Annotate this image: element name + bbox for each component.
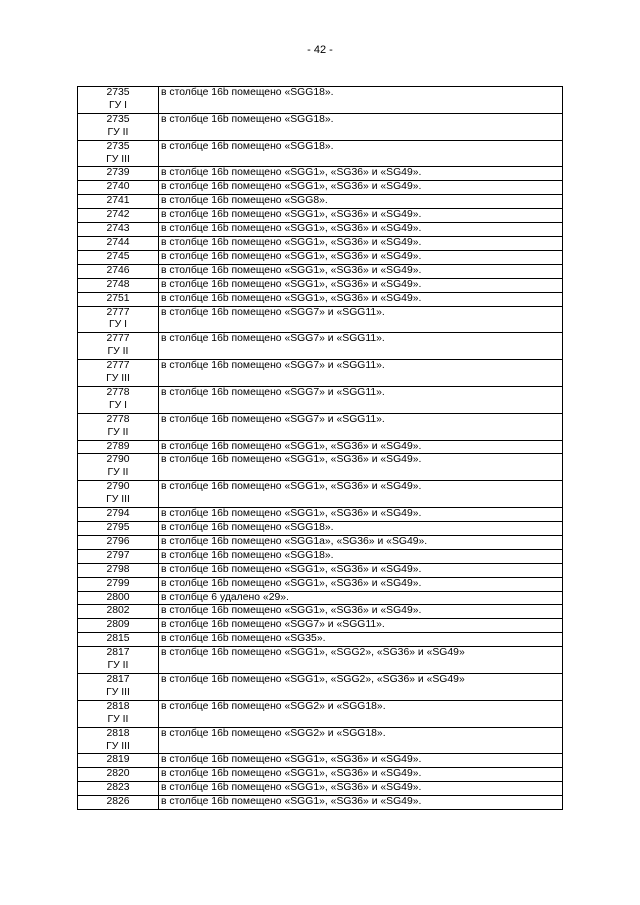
amendment-text: в столбце 16b помещено «SG35». [159, 633, 563, 647]
amendment-text: в столбце 16b помещено «SGG1», «SGG2», «SG36» и «SG49» [159, 673, 563, 700]
entry-number-cell [78, 605, 159, 619]
entry-number: 2743 [106, 223, 130, 235]
table-row [78, 209, 563, 223]
entry-number: 2819 [106, 754, 130, 766]
entry-number-cell [78, 333, 159, 360]
amendment-text: в столбце 16b помещено «SGG1», «SGG2», «SG36» и «SG49» [159, 647, 563, 674]
amendment-text: в столбце 16b помещено «SGG1», «SG36» и «SG49». [159, 250, 563, 264]
entry-number: 2823 [106, 782, 130, 794]
amendment-text: в столбце 16b помещено «SGG1», «SG36» и «SG49». [159, 181, 563, 195]
entry-number-cell [78, 181, 159, 195]
entry-subdivision: ГУ III [106, 153, 130, 165]
amendment-text: в столбце 16b помещено «SGG1», «SG36» и «SG49». [159, 292, 563, 306]
amendment-text: в столбце 16b помещено «SGG1», «SG36» и «SG49». [159, 605, 563, 619]
entry-number-cell [78, 796, 159, 810]
entry-subdivision: ГУ III [106, 686, 130, 698]
table-row [78, 700, 563, 727]
amendments-table-body [78, 87, 563, 810]
amendment-text: в столбце 16b помещено «SGG18». [159, 140, 563, 167]
table-row [78, 413, 563, 440]
table-row [78, 87, 563, 114]
table-row [78, 333, 563, 360]
amendment-text: в столбце 16b помещено «SGG7» и «SGG11». [159, 619, 563, 633]
table-row [78, 591, 563, 605]
entry-number-cell [78, 264, 159, 278]
entry-number-cell [78, 360, 159, 387]
entry-subdivision: ГУ II [107, 467, 129, 479]
amendment-text: в столбце 16b помещено «SGG7» и «SGG11». [159, 306, 563, 333]
entry-number-cell [78, 236, 159, 250]
entry-number-cell [78, 673, 159, 700]
entry-number: 2751 [106, 292, 130, 304]
entry-subdivision: ГУ II [107, 126, 129, 138]
amendment-text: в столбце 16b помещено «SGG1», «SG36» и «SG49». [159, 278, 563, 292]
table-row [78, 386, 563, 413]
table-row [78, 250, 563, 264]
amendment-text: в столбце 16b помещено «SGG7» и «SGG11». [159, 360, 563, 387]
page-number: - 42 - [307, 44, 333, 56]
table-row [78, 306, 563, 333]
entry-number: 2802 [106, 605, 130, 617]
table-row [78, 647, 563, 674]
entry-number-cell [78, 591, 159, 605]
table-row [78, 633, 563, 647]
table-row [78, 113, 563, 140]
entry-number-cell [78, 278, 159, 292]
entry-number: 2790 [106, 481, 130, 493]
amendment-text: в столбце 16b помещено «SGG7» и «SGG11». [159, 413, 563, 440]
amendment-text: в столбце 16b помещено «SGG1», «SG36» и «SG49». [159, 563, 563, 577]
entry-number-cell [78, 633, 159, 647]
entry-subdivision: ГУ III [106, 494, 130, 506]
table-row [78, 535, 563, 549]
table-row [78, 754, 563, 768]
table-row [78, 768, 563, 782]
entry-number-cell [78, 292, 159, 306]
entry-number-cell [78, 140, 159, 167]
entry-number: 2797 [106, 549, 130, 561]
entry-number-cell [78, 195, 159, 209]
entry-number-cell [78, 223, 159, 237]
entry-number: 2739 [106, 167, 130, 179]
amendment-text: в столбце 16b помещено «SGG1», «SG36» и «SG49». [159, 167, 563, 181]
amendment-text: в столбце 16b помещено «SGG8». [159, 195, 563, 209]
table-row [78, 181, 563, 195]
amendment-text: в столбце 16b помещено «SGG1», «SG36» и «SG49». [159, 796, 563, 810]
entry-subdivision: ГУ II [107, 713, 129, 725]
amendment-text: в столбце 16b помещено «SGG7» и «SGG11». [159, 386, 563, 413]
table-row [78, 264, 563, 278]
table-row [78, 292, 563, 306]
amendment-text: в столбце 16b помещено «SGG2» и «SGG18». [159, 700, 563, 727]
entry-number-cell [78, 563, 159, 577]
table-row [78, 577, 563, 591]
entry-number-cell [78, 481, 159, 508]
amendment-text: в столбце 16b помещено «SGG18». [159, 87, 563, 114]
table-row [78, 481, 563, 508]
entry-number: 2800 [106, 591, 130, 603]
entry-number: 2748 [106, 278, 130, 290]
entry-number: 2744 [106, 236, 130, 248]
entry-number-cell [78, 386, 159, 413]
entry-number-cell [78, 647, 159, 674]
table-row [78, 278, 563, 292]
entry-number: 2735 [106, 87, 130, 98]
table-row [78, 440, 563, 454]
entry-number-cell [78, 167, 159, 181]
entry-number: 2777 [106, 306, 130, 318]
amendment-text: в столбце 16b помещено «SGG18». [159, 113, 563, 140]
table-row [78, 522, 563, 536]
amendment-text: в столбце 16b помещено «SGG1», «SG36» и «SG49». [159, 782, 563, 796]
entry-number: 2815 [106, 633, 130, 645]
entry-number-cell [78, 413, 159, 440]
entry-number: 2794 [106, 508, 130, 520]
entry-number: 2796 [106, 535, 130, 547]
amendment-text: в столбце 6 удалено «29». [159, 591, 563, 605]
entry-number: 2799 [106, 577, 130, 589]
entry-number: 2745 [106, 250, 130, 262]
entry-number: 2817 [106, 673, 130, 685]
entry-subdivision: ГУ I [108, 99, 127, 111]
entry-number-cell [78, 306, 159, 333]
entry-number: 2778 [106, 386, 130, 398]
amendment-text: в столбце 16b помещено «SGG1», «SG36» и «SG49». [159, 508, 563, 522]
table-row [78, 727, 563, 754]
entry-number: 2746 [106, 264, 130, 276]
entry-number: 2740 [106, 181, 130, 193]
amendment-text: в столбце 16b помещено «SGG18». [159, 522, 563, 536]
table-row [78, 508, 563, 522]
entry-subdivision: ГУ II [107, 426, 129, 438]
entry-subdivision: ГУ I [108, 399, 127, 411]
entry-number: 2798 [106, 563, 130, 575]
entry-number: 2735 [106, 140, 130, 152]
table-row [78, 236, 563, 250]
entry-number-cell [78, 209, 159, 223]
table-row [78, 360, 563, 387]
entry-number: 2790 [106, 454, 130, 466]
entry-number: 2741 [106, 195, 130, 207]
entry-number: 2795 [106, 522, 130, 533]
table-row [78, 223, 563, 237]
table-row [78, 563, 563, 577]
entry-number: 2735 [106, 113, 130, 125]
amendment-text: в столбце 16b помещено «SGG1», «SG36» и «SG49». [159, 209, 563, 223]
table-row [78, 673, 563, 700]
table-row [78, 619, 563, 633]
amendment-text: в столбце 16b помещено «SGG1», «SG36» и «SG49». [159, 264, 563, 278]
entry-number: 2742 [106, 209, 130, 221]
amendment-text: в столбце 16b помещено «SGG1», «SG36» и «SG49». [159, 481, 563, 508]
entry-number-cell [78, 768, 159, 782]
entry-number-cell [78, 250, 159, 264]
amendment-text: в столбце 16b помещено «SGG1», «SG36» и «SG49». [159, 236, 563, 250]
amendment-text: в столбце 16b помещено «SGG1», «SG36» и «SG49». [159, 454, 563, 481]
entry-number: 2820 [106, 768, 130, 780]
entry-number-cell [78, 113, 159, 140]
amendments-table [77, 86, 563, 810]
amendment-text: в столбце 16b помещено «SGG7» и «SGG11». [159, 333, 563, 360]
entry-number-cell [78, 440, 159, 454]
amendment-text: в столбце 16b помещено «SGG2» и «SGG18». [159, 727, 563, 754]
table-row [78, 195, 563, 209]
table-row [78, 454, 563, 481]
entry-number-cell [78, 508, 159, 522]
amendment-text: в столбце 16b помещено «SGG18». [159, 549, 563, 563]
entry-number: 2817 [106, 647, 130, 659]
entry-number-cell [78, 577, 159, 591]
entry-number-cell [78, 619, 159, 633]
entry-number: 2826 [106, 796, 130, 808]
table-row [78, 167, 563, 181]
entry-number: 2777 [106, 360, 130, 372]
entry-number-cell [78, 87, 159, 114]
entry-number-cell [78, 454, 159, 481]
table-row [78, 782, 563, 796]
entry-number: 2777 [106, 333, 130, 345]
entry-subdivision: ГУ III [106, 740, 130, 752]
entry-number: 2809 [106, 619, 130, 631]
entry-subdivision: ГУ I [108, 319, 127, 331]
entry-number-cell [78, 782, 159, 796]
amendment-text: в столбце 16b помещено «SGG1a», «SG36» и «SG49». [159, 535, 563, 549]
table-row [78, 605, 563, 619]
entry-number: 2818 [106, 727, 130, 739]
entry-number: 2789 [106, 440, 130, 452]
amendment-text: в столбце 16b помещено «SGG1», «SG36» и «SG49». [159, 440, 563, 454]
table-row [78, 549, 563, 563]
entry-subdivision: ГУ III [106, 373, 130, 385]
entry-number-cell [78, 535, 159, 549]
entry-number-cell [78, 754, 159, 768]
amendment-text: в столбце 16b помещено «SGG1», «SG36» и «SG49». [159, 223, 563, 237]
entry-subdivision: ГУ II [107, 346, 129, 358]
entry-number-cell [78, 727, 159, 754]
entry-number-cell [78, 522, 159, 536]
amendment-text: в столбце 16b помещено «SGG1», «SG36» и «SG49». [159, 754, 563, 768]
table-row [78, 796, 563, 810]
amendment-text: в столбце 16b помещено «SGG1», «SG36» и «SG49». [159, 768, 563, 782]
entry-number-cell [78, 700, 159, 727]
table-row [78, 140, 563, 167]
entry-subdivision: ГУ II [107, 660, 129, 672]
amendment-text: в столбце 16b помещено «SGG1», «SG36» и «SG49». [159, 577, 563, 591]
entry-number-cell [78, 549, 159, 563]
entry-number: 2818 [106, 700, 130, 712]
entry-number: 2778 [106, 413, 130, 425]
